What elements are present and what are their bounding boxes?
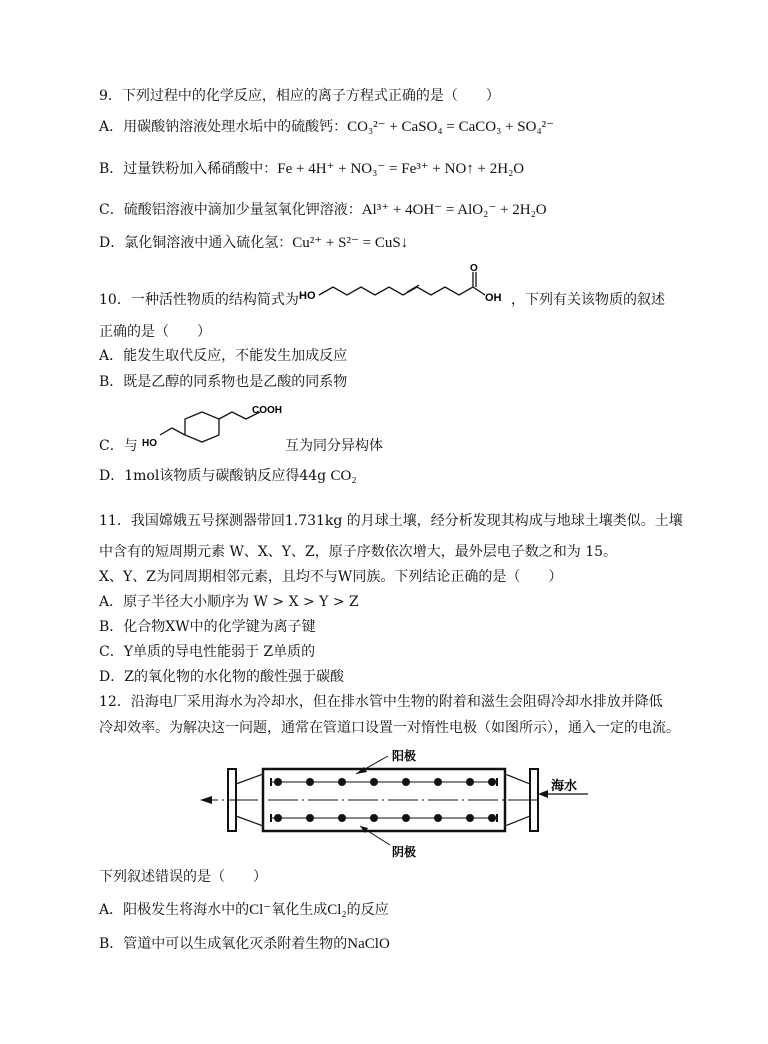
q11-line2: 中含有的短周期元素 W、X、Y、Z，原子序数依次增大，最外层电子数之和为 15。 <box>99 544 618 560</box>
q9-option-c-text: C．硫酸铝溶液中滴加少量氢氧化钾溶液： <box>99 202 362 218</box>
q9-option-d-text: D．氯化铜溶液中通入硫化氢： <box>99 235 293 251</box>
q10-cyclohexane-ring <box>185 412 219 442</box>
cathode-label: 阴极 <box>392 845 417 859</box>
q12-option-a <box>99 900 389 920</box>
q10-double-bond <box>407 285 419 292</box>
q10-option-a: A．能发生取代反应，不能发生加成反应 <box>99 348 348 364</box>
q10-hydroxyl-bond <box>473 287 485 295</box>
q11-line3: X、Y、Z为同周期相邻元素，且均不与W同族。下列结论正确的是（ ） <box>99 569 563 585</box>
q12-line2: 冷却效率。为解决这一问题，通常在管道口设置一对惰性电极（如图所示），通入一定的电流。 <box>99 720 680 736</box>
q10-option-c-a: C．与 <box>99 438 138 454</box>
q10-structure-diagram <box>297 262 511 310</box>
q10-option-c-ho-label: HO <box>142 438 157 449</box>
q10-struct-oh-label: OH <box>485 292 502 304</box>
q10-stem-a: 10．一种活性物质的结构简式为 <box>99 292 299 308</box>
q10-option-d-a: D．1mol该物质与碳酸钠反应得44g <box>99 468 327 484</box>
q12-option-a-cl: Cl⁻ <box>249 902 272 918</box>
q12-option-b <box>99 934 390 954</box>
q12-option-a-c: 的反应 <box>346 902 389 918</box>
q12-line1: 12．沿海电厂采用海水为冷却水，但在排水管中生物的附着和滋生会阻碍冷却水排放并降低 <box>99 694 663 710</box>
q9-option-b <box>99 159 524 179</box>
q12-pipe-diagram <box>196 744 590 864</box>
q12-option-b-a: B．管道中可以生成氧化灭杀附着生物的 <box>99 936 348 952</box>
q10-option-d-co2: CO₂ <box>330 468 357 484</box>
q10-stem-c: 正确的是（ ） <box>99 324 211 340</box>
q12-option-a-a: A．阳极发生将海水中的 <box>99 902 250 918</box>
seawater-label: 海水 <box>551 778 578 793</box>
q11-option-c: C．Y单质的导电性能弱于 Z单质的 <box>99 644 316 660</box>
flow-arrow <box>200 796 212 804</box>
q9-option-b-equation: Fe + 4H⁺ + NO₃⁻ = Fe³⁺ + NO↑ + 2H₂O <box>277 161 525 177</box>
anode-label: 阳极 <box>392 749 417 763</box>
q10-stem-b: ，下列有关该物质的叙述 <box>511 292 665 308</box>
q9-stem: 9．下列过程中的化学反应，相应的离子方程式正确的是（ ） <box>99 88 500 104</box>
q10-option-c-b: 互为同分异构体 <box>285 438 383 454</box>
q10-option-c-cooh-label: COOH <box>252 405 282 416</box>
q9-option-a <box>99 117 554 137</box>
q12-option-a-b: 氧化生成 <box>271 902 328 918</box>
q9-option-b-text: B．过量铁粉加入稀硝酸中： <box>99 161 278 177</box>
q10-option-d <box>99 466 357 486</box>
q11-option-b: B．化合物XW中的化学键为离子键 <box>99 619 316 635</box>
q9-option-a-equation: CO₃²⁻ + CaSO₄ = CaCO₃ + SO₄²⁻ <box>347 119 555 135</box>
q10-option-c-ch2oh-bond <box>160 428 185 435</box>
q9-option-a-text: A．用碳酸钠溶液处理水垢中的硫酸钙： <box>99 119 348 135</box>
q10-carbon-chain <box>319 272 473 295</box>
q10-option-c-structure <box>140 402 300 454</box>
q12-option-b-naclo: NaClO <box>347 936 390 952</box>
q10-option-b: B．既是乙醇的同系物也是乙酸的同系物 <box>99 374 348 390</box>
q11-option-a: A．原子半径大小顺序为 W > X > Y > Z <box>99 594 359 610</box>
q12-stem: 下列叙述错误的是（ ） <box>99 869 267 885</box>
q9-option-c-equation: Al³⁺ + 4OH⁻ = AlO₂⁻ + 2H₂O <box>361 202 547 218</box>
q11-option-d: D．Z的氧化物的水化物的酸性强于碳酸 <box>99 669 344 685</box>
q12-option-a-cl2: Cl₂ <box>327 902 347 918</box>
q9-option-c <box>99 200 547 220</box>
q10-struct-o-label: O <box>470 263 478 274</box>
q9-option-d-equation: Cu²⁺ + S²⁻ = CuS↓ <box>292 235 409 251</box>
q9-option-d <box>99 233 408 253</box>
q11-line1: 11．我国嫦娥五号探测器带回1.731kg 的月球土壤，经分析发现其构成与地球土壤类似。土壤 <box>99 513 683 529</box>
q10-struct-ho-label: HO <box>299 290 316 302</box>
